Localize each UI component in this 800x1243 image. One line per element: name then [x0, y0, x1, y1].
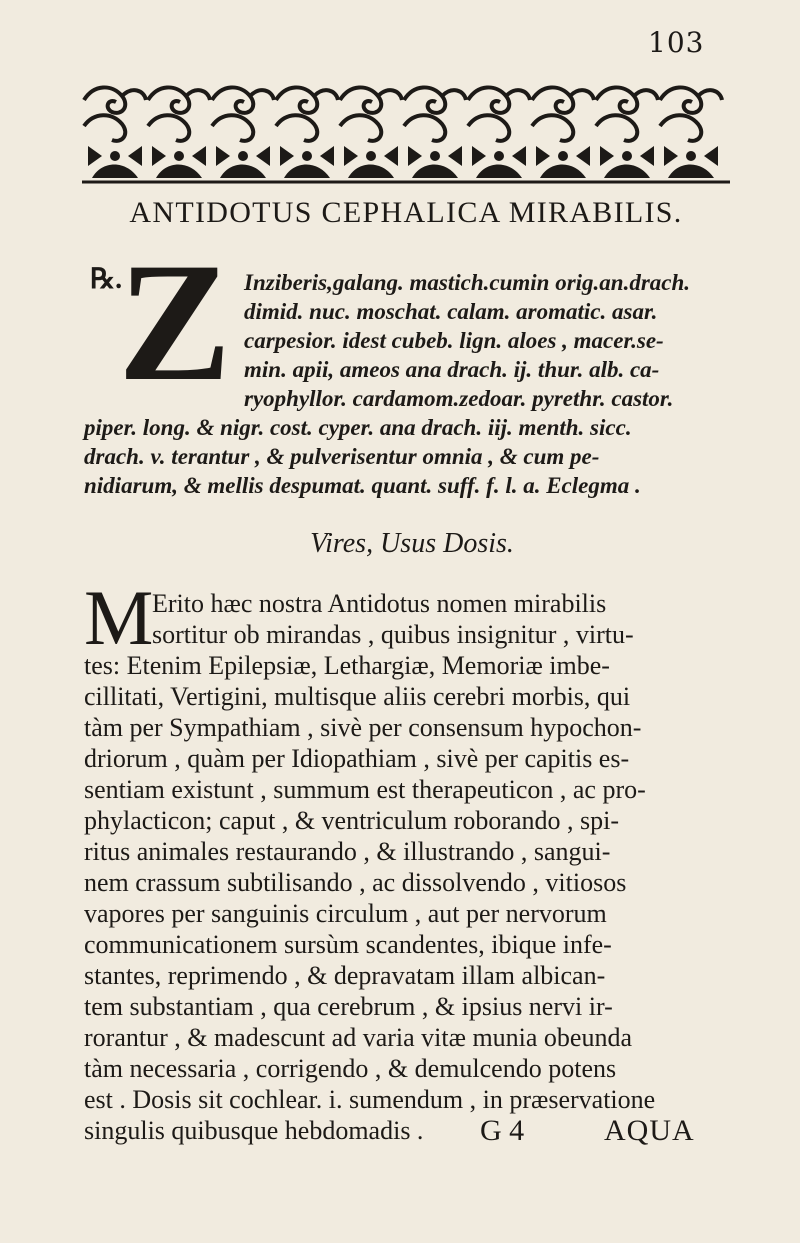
- body-line: nem crassum subtilisando , ac dissolvendo , vitiosos: [84, 868, 627, 897]
- page-title: ANTIDOTUS CEPHALICA MIRABILIS.: [129, 196, 683, 229]
- recipe-line: drach. v. terantur , & pulverisentur omnia , & cum pe-: [84, 444, 600, 469]
- recipe-line: dimid. nuc. moschat. calam. aromatic. asar.: [244, 299, 658, 324]
- body-line: Erito hæc nostra Antidotus nomen mirabilis: [152, 589, 607, 618]
- recipe-line: piper. long. & nigr. cost. cyper. ana drach. iij. menth. sicc.: [84, 415, 632, 440]
- body-line: sentiam existunt , summum est therapeuticon , ac pro-: [84, 775, 646, 804]
- body-line: driorum , quàm per Idiopathiam , sivè per capitis es-: [84, 744, 630, 773]
- body-line: tàm per Sympathiam , sivè per consensum hypochon-: [84, 713, 642, 742]
- body-line: tes: Etenim Epilepsiæ, Lethargiæ, Memoriæ imbe-: [84, 651, 610, 680]
- recipe-symbol: ℞.: [90, 264, 123, 295]
- section-heading: Vires, Usus Dosis.: [310, 528, 514, 559]
- body-line: cillitati, Vertigini, multisque aliis cerebri morbis, qui: [84, 682, 631, 711]
- drop-cap-m: M: [84, 574, 154, 661]
- recipe-line: nidiarum, & mellis despumat. quant. suff. f. l. a. Eclegma .: [84, 473, 641, 498]
- signature-mark: G 4: [480, 1114, 525, 1147]
- body-line: ritus animales restaurando , & illustrando , sangui-: [84, 837, 611, 866]
- page-number: 103: [648, 26, 705, 59]
- body-line: sortitur ob mirandas , quibus insignitur , virtu-: [152, 620, 634, 649]
- recipe-line: min. apii, ameos ana drach. ij. thur. alb. ca-: [244, 357, 660, 382]
- body-line: vapores per sanguinis circulum , aut per nervorum: [84, 899, 607, 928]
- ornamental-headpiece: [82, 82, 730, 186]
- body-line: tem substantiam , qua cerebrum , & ipsius nervi ir-: [84, 992, 613, 1021]
- body-line: singulis quibusque hebdomadis .: [84, 1116, 424, 1145]
- catchword: AQUA: [604, 1114, 695, 1147]
- recipe-line: Inziberis,galang. mastich.cumin orig.an.drach.: [244, 270, 691, 295]
- recipe-line: carpesior. idest cubeb. lign. aloes , macer.se-: [244, 328, 664, 353]
- body-line: phylacticon; caput , & ventriculum roborando , spi-: [84, 806, 620, 835]
- recipe-line: ryophyllor. cardamom.zedoar. pyrethr. castor.: [244, 386, 674, 411]
- body-line: est . Dosis sit cochlear. i. sumendum , in præservatione: [84, 1085, 656, 1114]
- body-line: communicationem sursùm scandentes, ibique infe-: [84, 930, 612, 959]
- body-line: tàm necessaria , corrigendo , & demulcendo potens: [84, 1054, 617, 1083]
- body-line: rorantur , & madescunt ad varia vitæ munia obeunda: [84, 1023, 633, 1052]
- drop-cap-z: Z: [118, 228, 232, 416]
- body-line: stantes, reprimendo , & depravatam illam albican-: [84, 961, 606, 990]
